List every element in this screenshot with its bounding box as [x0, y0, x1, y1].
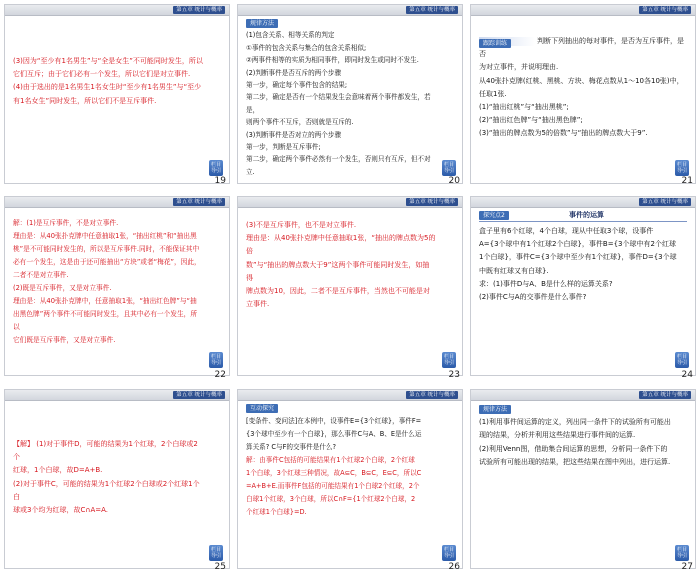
nav-button[interactable]: 栏目导引 [210, 547, 221, 559]
section-title-bar [479, 210, 687, 222]
section-label: 互动探究 [246, 404, 278, 413]
text-line: 二者不是对立事件. [13, 271, 69, 279]
page-number: 22 [214, 370, 226, 380]
text-line: 红球，1个白球，故D=A+B. [13, 466, 103, 475]
slide-banner [5, 197, 229, 208]
page-number: 27 [681, 562, 693, 572]
section-label: 规律方法 [479, 405, 511, 414]
slide-banner [5, 390, 229, 401]
section-label: 跟踪训练 [479, 39, 511, 48]
text-line: 牌点数为10，因此，二者不是互斥事件，当然也不可能是对立事件. [246, 287, 430, 309]
text-line: 从40张扑克牌(红桃、黑桃、方块、梅花点数从1～10各10张)中， [479, 76, 684, 85]
text-line: 数”与“抽出的牌点数大于9”这两个事件可能同时发生，如抽得 [246, 260, 430, 282]
slide-19[interactable] [4, 4, 230, 184]
text-line: ②两事件相等的实质为相同事件，即同时发生或同时不发生. [246, 56, 419, 65]
header-tag: 第五章 统计与概率 [639, 198, 691, 206]
page-number: 25 [214, 562, 226, 572]
text-line: 试验所有可能出现的结果，把这些结果在图中列出，进行运算. [479, 457, 671, 466]
nav-button[interactable]: 栏目导引 [443, 354, 454, 366]
nav-button[interactable]: 栏目导引 [210, 162, 221, 174]
header-tag: 第五章 统计与概率 [406, 391, 458, 399]
text-line: 任取1张. [479, 89, 507, 98]
text-line: 判断下列抽出的每对事件，是否为互斥事件，是否 [479, 37, 684, 59]
nav-button[interactable]: 栏目导引 [676, 354, 687, 366]
slide-body [479, 35, 687, 157]
nav-button[interactable]: 栏目导引 [210, 354, 221, 366]
header-tag: 第五章 统计与概率 [639, 6, 691, 14]
slide-25[interactable] [4, 389, 230, 569]
text-line: (3)“抽出的牌点数为5的倍数”与“抽出的牌点数大于9”. [479, 129, 648, 138]
slide-banner [238, 5, 462, 16]
text-line: 则两个事件不互斥，否则就是互斥的. [246, 118, 354, 127]
text-line: 桃”是不可能同时发生的，所以是互斥事件.同时，不能保证其中 [13, 245, 200, 253]
text-line: 第一步，判断是互斥事件; [246, 143, 321, 152]
slide-22[interactable] [4, 196, 230, 376]
page-number: 21 [681, 176, 693, 186]
text-line: 白球1个红球，3个白球，所以C∩F={1个红球2个白球，2 [246, 495, 416, 503]
slide-banner [238, 197, 462, 208]
slide-banner [471, 197, 695, 208]
slide-27[interactable] [470, 389, 696, 569]
nav-button[interactable]: 栏目导引 [676, 162, 687, 174]
text-line: 理由是：从40张扑克牌中任意抽取1张，“抽出的牌点数为5的倍 [246, 234, 436, 256]
header-tag: 第五章 统计与概率 [406, 198, 458, 206]
slide-body [13, 55, 203, 157]
text-line: 有1名女生”同时发生，所以它们不是互斥事件. [13, 96, 157, 105]
text-line: (2)利用Venn图，借助集合间运算的思想，分析同一条件下的 [479, 444, 668, 453]
text-line: (2)对于事件C，可能的结果为1个红球2个白球或2个红球1个白 [13, 479, 200, 501]
text-line: (2)事件C与A的交事件是什么事件? [479, 293, 587, 302]
text-line: (4)由于选出的是1名男生1名女生时“至少有1名男生”与“至少 [13, 83, 202, 92]
slide-body [479, 225, 687, 349]
text-line: (3)不是互斥事件，也不是对立事件. [246, 221, 357, 229]
page-number: 24 [681, 370, 693, 380]
text-line: ①事件的包含关系与集合的包含关系相似; [246, 43, 367, 52]
slide-21[interactable] [470, 4, 696, 184]
slide-banner [471, 390, 695, 401]
text-line: 它们既是互斥事件，又是对立事件. [13, 336, 116, 344]
text-line: 理由是：从40张扑克牌中，任意抽取1张，“抽出红色牌”与“抽 [13, 297, 197, 305]
text-line: 现的结果，分析并利用这些结果进行事件间的运算. [479, 431, 636, 440]
slide-body [246, 17, 436, 176]
text-line: (2)“抽出红色牌”与“抽出黑色牌”; [479, 116, 583, 125]
slide-body [13, 438, 203, 542]
nav-button[interactable]: 栏目导引 [443, 547, 454, 559]
text-line: 个红球1个白球}=D. [246, 508, 307, 516]
text-line: 解：(1)是互斥事件，不是对立事件. [13, 219, 119, 227]
text-line: (3)因为“至少有1名男生”与“全是女生”不可能同时发生，所以 [13, 57, 203, 65]
text-line: 1个白球}，事件C={3个球中至少有1个红球}，事件D={3个球 [479, 253, 677, 262]
slide-banner [471, 5, 695, 16]
text-line: 解：由事件C包括的可能结果有1个红球2个白球，2个红球 [246, 456, 415, 464]
slide-body [13, 217, 203, 349]
text-line: 球或3个均为红球，故C∩A=A. [13, 506, 109, 515]
section-title: 事件的运算 [569, 211, 604, 219]
text-line: 算关系? C与F的交事件是什么? [246, 443, 337, 451]
text-line: (2)既是互斥事件，又是对立事件. [13, 284, 112, 292]
page-number: 20 [448, 176, 460, 186]
text-line: (1)利用事件间运算的定义，列出同一条件下的试验所有可能出 [479, 418, 671, 427]
text-line: 求：(1)事件D与A、B是什么样的运算关系? [479, 279, 613, 288]
header-tag: 第五章 统计与概率 [173, 6, 225, 14]
text-line: 理由是：从40张扑克牌中任意抽取1张，“抽出红桃”和“抽出黑 [13, 232, 197, 240]
text-line: (3)判断事件是否对立的两个步骤 [246, 130, 342, 139]
page-number: 19 [214, 176, 226, 186]
text-line: 为对立事件，并说明理由. [479, 63, 559, 72]
header-tag: 第五章 统计与概率 [639, 391, 691, 399]
page-number: 23 [448, 370, 460, 380]
text-line: 必有一个发生，这是由于还可能抽出“方块”或者“梅花”，因此， [13, 258, 201, 266]
text-line: (1)包含关系、相等关系的判定 [246, 31, 335, 40]
text-line: 第二步，确定是否有一个结果发生会意味着两个事件都发生，若是， [246, 93, 431, 114]
text-line: 中既有红球又有白球}. [479, 266, 549, 275]
header-tag: 第五章 统计与概率 [173, 391, 225, 399]
slide-banner [5, 5, 229, 16]
nav-button[interactable]: 栏目导引 [676, 547, 687, 559]
slide-body [246, 219, 436, 349]
text-line: A={3个球中有1个红球2个白球}，事件B={3个球中有2个红球 [479, 240, 676, 249]
text-line: (2)判断事件是否互斥的两个步骤 [246, 68, 342, 77]
text-line: 【解】 (1)对于事件D，可能的结果为1个红球，2个白球或2个 [13, 440, 198, 462]
section-label: 规律方法 [246, 19, 278, 28]
text-line: (1)“抽出红桃”与“抽出黑桃”; [479, 103, 569, 112]
section-label-bar [479, 37, 535, 46]
text-line: 出黑色牌”两个事件不可能同时发生，且其中必有一个发生，所以 [13, 310, 198, 331]
slide-24[interactable] [470, 196, 696, 376]
header-tag: 第五章 统计与概率 [406, 6, 458, 14]
text-line: 第二步，确定两个事件必然有一个发生，否则只有互斥，但不对立. [246, 155, 431, 176]
slide-23[interactable] [237, 196, 463, 376]
text-line: [变条件、变问法]在本例中，设事件E={3个红球}，事件F= [246, 417, 422, 425]
header-tag: 第五章 统计与概率 [173, 198, 225, 206]
text-line: =A+B+E.而事件F包括的可能结果有1个白球2个红球，2个 [246, 482, 420, 490]
text-line: {3个球中至少有一个白球}，那么事件C与A、B、E是什么运 [246, 430, 422, 438]
text-line: 盒子里有6个红球，4个白球，现从中任取3个球，设事件 [479, 227, 654, 235]
text-line: 它们互斥；由于它们必有一个发生，所以它们是对立事件. [13, 70, 191, 79]
text-line: 1个白球，3个红球三种情况，故A⊆C，B⊆C，E⊆C，所以C [246, 469, 422, 477]
page-number: 26 [448, 562, 460, 572]
slide-banner [238, 390, 462, 401]
section-label: 探究点2 [479, 211, 509, 220]
slide-body [246, 402, 436, 542]
text-line: 第一步，确定每个事件包含的结果; [246, 81, 348, 90]
slide-body [479, 403, 687, 542]
slide-26[interactable] [237, 389, 463, 569]
slide-20[interactable] [237, 4, 463, 184]
nav-button[interactable]: 栏目导引 [443, 162, 454, 174]
